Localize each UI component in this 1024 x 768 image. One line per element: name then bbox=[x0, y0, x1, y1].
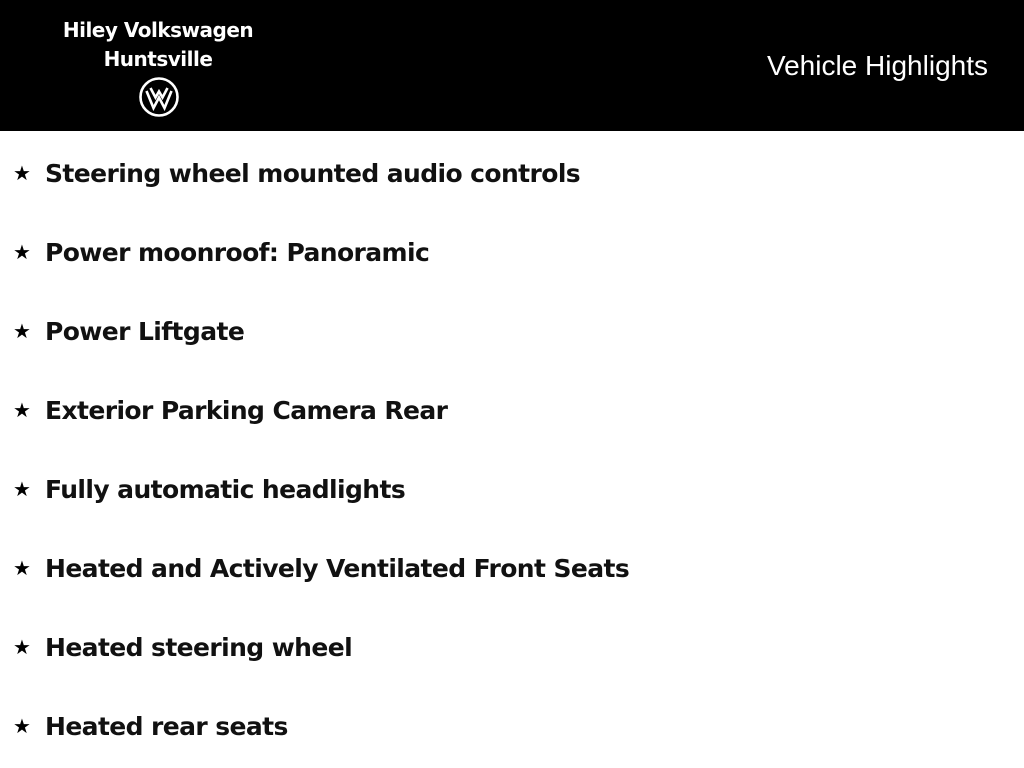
highlight-label: Fully automatic headlights bbox=[45, 474, 406, 504]
star-icon: ★ bbox=[13, 635, 31, 659]
highlight-label: Power moonroof: Panoramic bbox=[45, 237, 430, 267]
star-icon: ★ bbox=[13, 398, 31, 422]
highlight-label: Power Liftgate bbox=[45, 316, 245, 346]
star-icon: ★ bbox=[13, 714, 31, 738]
list-item bbox=[0, 706, 1000, 746]
list-item bbox=[0, 469, 1000, 509]
highlight-label: Heated rear seats bbox=[45, 711, 288, 741]
highlight-label: Exterior Parking Camera Rear bbox=[45, 395, 448, 425]
star-icon: ★ bbox=[13, 477, 31, 501]
dealer-name bbox=[58, 16, 258, 74]
list-item bbox=[0, 311, 1000, 351]
list-item bbox=[0, 548, 1000, 588]
highlight-label: Steering wheel mounted audio controls bbox=[45, 158, 581, 188]
dealer-name-line1: Hiley Volkswagen bbox=[62, 18, 254, 42]
star-icon: ★ bbox=[13, 161, 31, 185]
list-item bbox=[0, 390, 1000, 430]
highlight-label: Heated steering wheel bbox=[45, 632, 353, 662]
highlight-label: Heated and Actively Ventilated Front Seats bbox=[45, 553, 630, 583]
list-item bbox=[0, 232, 1000, 272]
section-title: Vehicle Highlights bbox=[766, 50, 988, 81]
dealer-name-line2: Huntsville bbox=[103, 47, 213, 71]
volkswagen-logo-icon bbox=[138, 76, 180, 118]
header-bar bbox=[0, 0, 1024, 131]
list-item bbox=[0, 627, 1000, 667]
list-item bbox=[0, 153, 1000, 193]
star-icon: ★ bbox=[13, 556, 31, 580]
star-icon: ★ bbox=[13, 240, 31, 264]
star-icon: ★ bbox=[13, 319, 31, 343]
